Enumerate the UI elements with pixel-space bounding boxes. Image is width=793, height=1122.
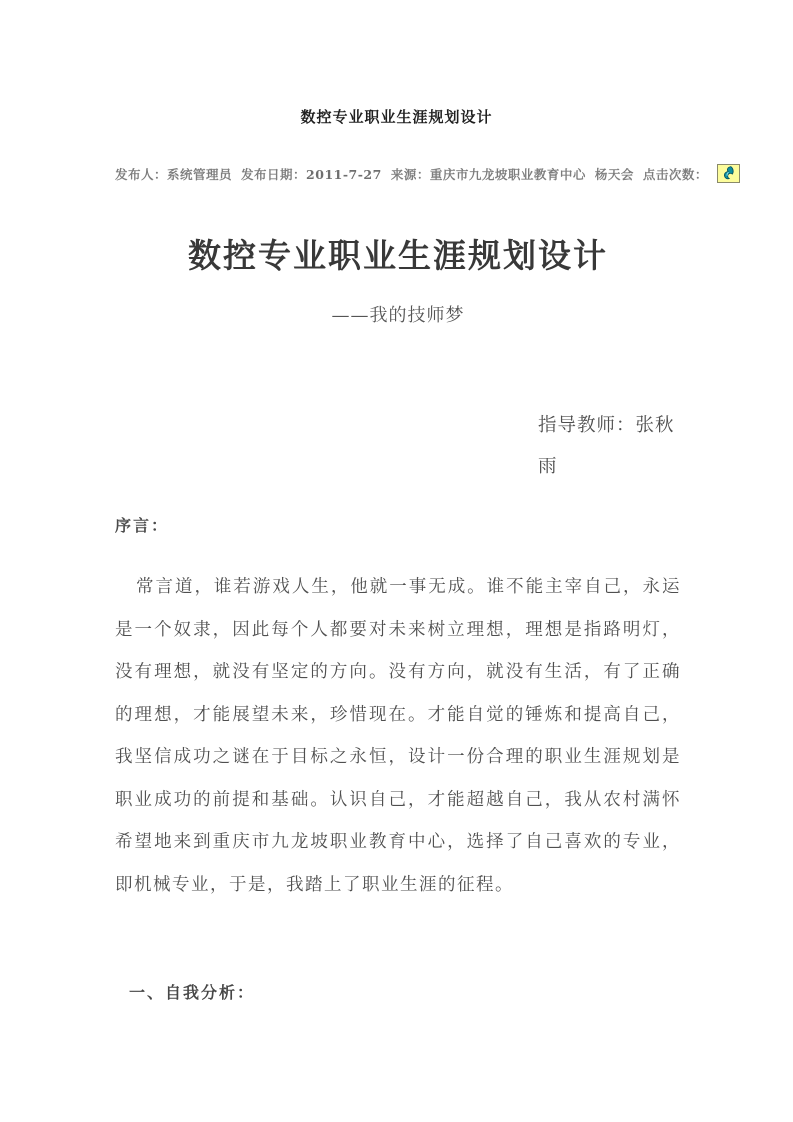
source-field (391, 165, 586, 183)
publish-date-label: 发布日期： (241, 166, 307, 182)
advisor-block (115, 405, 681, 487)
publish-date-value: 2011-7-27 (306, 166, 382, 182)
source-label: 来源： (390, 166, 430, 182)
section-heading-self-analysis: 一、自我分析： (129, 983, 256, 1003)
advisor-line-1: 指导教师：张秋 (538, 415, 675, 437)
article-subtitle: ——我的技师梦 (331, 305, 465, 327)
publisher-field (115, 165, 232, 183)
publisher-label: 发布人： (115, 166, 168, 182)
click-count-label: 点击次数： (642, 166, 708, 182)
article-title: 数控专业职业生涯规划设计 (188, 236, 608, 275)
page-title: 数控专业职业生涯规划设计 (300, 108, 493, 126)
source-value: 重庆市九龙坡职业教育中心 (429, 166, 586, 182)
author-name: 杨天会 (594, 166, 634, 182)
publisher-value: 系统管理员 (167, 166, 233, 182)
publish-date-field (241, 165, 382, 183)
advisor-line-2: 雨 (538, 456, 558, 478)
click-count-image-icon (717, 164, 740, 183)
preface-paragraph: 常言道，谁若游戏人生，他就一事无成。谁不能主宰自己，永运是一个奴隶，因此每个人都要对未来树立理想，理想是指路明灯，没有理想，就没有坚定的方向。没有方向，就没有生活，有了正确的理想，才能展望未来，珍惜现在。才能自觉的锤炼和提高自己，我坚信成功之谜在于目标之永恒，设计一份合理的职业生涯规划是职业成功的前提和基础。认识自己，才能超越自己，我从农村满怀希望地来到重庆市九龙坡职业教育中心，选择了自己喜欢的专业，即机械专业，于是，我踏上了职业生涯的征程。 (115, 577, 681, 895)
article-meta-bar (115, 164, 708, 183)
preface-heading: 序言： (115, 516, 170, 536)
